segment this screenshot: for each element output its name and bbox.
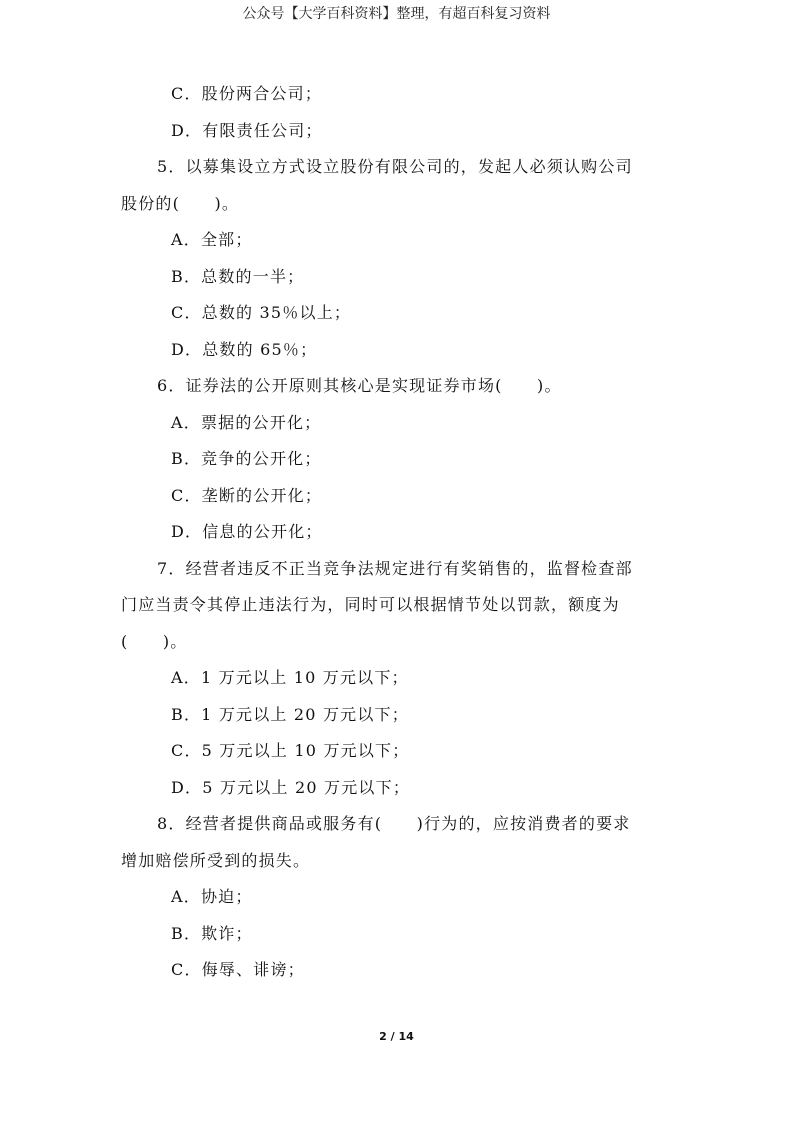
page-header: 公众号【大学百科资料】整理，有超百科复习资料	[242, 6, 551, 22]
option-c-q7: C．5 万元以上 10 万元以下；	[171, 741, 410, 760]
option-a-q8: A．协迫；	[171, 887, 253, 906]
option-a-q7: A．1 万元以上 10 万元以下；	[171, 668, 409, 687]
question-5-continued: 股份的( )。	[121, 193, 240, 213]
option-a-q5: A．全部；	[171, 230, 253, 249]
option-b-q6: B．竞争的公开化；	[171, 449, 322, 468]
option-c-q6: C．垄断的公开化；	[171, 485, 323, 505]
question-7-continued: 门应当责令其停止违法行为，同时可以根据情节处以罚款，额度为	[121, 595, 620, 614]
option-b-q7: B．1 万元以上 20 万元以下；	[171, 704, 409, 724]
question-8: 8．经营者提供商品或服务有( )行为的，应按消费者的要求	[157, 814, 631, 833]
page-number: 2 / 14	[379, 1030, 414, 1043]
question-7: 7．经营者违反不正当竞争法规定进行有奖销售的，监督检查部	[157, 558, 633, 578]
question-5: 5．以募集设立方式设立股份有限公司的，发起人必须认购公司	[157, 157, 633, 176]
option-b-q5: B．总数的一半；	[171, 266, 305, 286]
question-6: 6．证券法的公开原则其核心是实现证券市场( )。	[157, 376, 562, 395]
option-d-q4: D．有限责任公司；	[171, 120, 323, 140]
option-c-q8: C．侮辱、诽谤；	[171, 960, 305, 979]
question-7-continued-2: ( )。	[121, 631, 188, 651]
option-c-q4: C．股份两合公司；	[171, 84, 323, 103]
option-b-q8: B．欺诈；	[171, 923, 253, 943]
option-d-q7: D．5 万元以上 20 万元以下；	[171, 777, 411, 797]
option-d-q5: D．总数的 65％；	[171, 339, 318, 359]
document-body	[121, 76, 673, 989]
question-8-continued: 增加赔偿所受到的损失。	[121, 850, 311, 870]
option-c-q5: C．总数的 35％以上；	[171, 303, 352, 322]
option-d-q6: D．信息的公开化；	[171, 522, 323, 541]
option-a-q6: A．票据的公开化；	[171, 412, 322, 432]
